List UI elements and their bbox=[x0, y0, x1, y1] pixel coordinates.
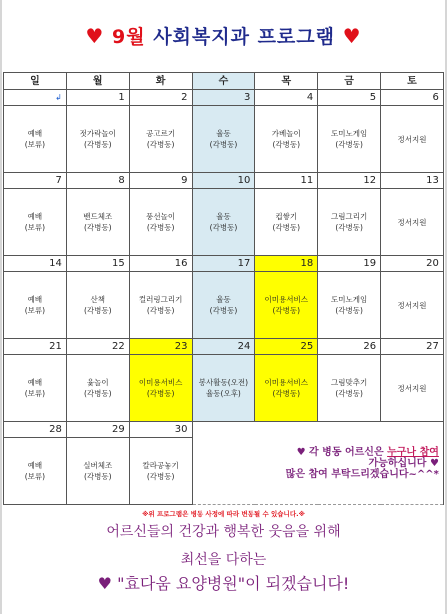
activity-text: 칼라공놓기 bbox=[142, 461, 179, 470]
activity-text: (각병동) bbox=[83, 306, 112, 315]
activity-text: 예배 bbox=[27, 461, 43, 470]
activity-cell bbox=[381, 189, 444, 256]
activity-text: 이미용서비스 bbox=[138, 378, 183, 387]
activity-text: (각병동) bbox=[83, 140, 112, 149]
activity-row bbox=[4, 355, 444, 422]
weekday-wed: 수 bbox=[192, 73, 255, 90]
activity-row bbox=[4, 189, 444, 256]
date-cell: 5 bbox=[318, 90, 381, 106]
date-cell: 20 bbox=[381, 256, 444, 272]
activity-text: (각병동) bbox=[209, 223, 238, 232]
activity-text: (각병동) bbox=[335, 389, 363, 398]
activity-text: (보류) bbox=[24, 389, 46, 398]
activity-text: 컵쌓기 bbox=[275, 212, 298, 221]
activity-cell bbox=[255, 355, 318, 422]
activity-cell bbox=[66, 272, 129, 339]
activity-text: (각병동) bbox=[335, 223, 363, 232]
activity-cell bbox=[129, 272, 192, 339]
activity-cell bbox=[66, 355, 129, 422]
activity-text: 율동 bbox=[216, 212, 231, 221]
activity-cell bbox=[192, 189, 255, 256]
activity-text: 이미용서비스 bbox=[264, 378, 309, 387]
date-cell: 18 bbox=[255, 256, 318, 272]
weekday-sat: 토 bbox=[381, 73, 444, 90]
activity-text: 예배 bbox=[27, 295, 43, 304]
activity-text: 이미용서비스 bbox=[264, 295, 309, 304]
date-cell: 11 bbox=[255, 173, 318, 189]
date-cell: 27 bbox=[381, 339, 444, 355]
activity-text: 도미노게임 bbox=[331, 295, 368, 304]
activity-text: (각병동) bbox=[335, 140, 363, 149]
activity-row bbox=[4, 272, 444, 339]
activity-text: 풍선놀이 bbox=[146, 212, 176, 221]
activity-text: 예배 bbox=[27, 378, 43, 387]
activity-text: 정서지원 bbox=[397, 383, 427, 393]
page-title bbox=[0, 22, 447, 49]
date-cell: 2 bbox=[129, 90, 192, 106]
activity-cell bbox=[66, 106, 129, 173]
date-cell: 1 bbox=[66, 90, 129, 106]
activity-text: 율동(오후) bbox=[206, 389, 241, 398]
date-cell: 9 bbox=[129, 173, 192, 189]
footer-line2: 어르신들의 건강과 행복한 웃음을 위해 bbox=[106, 524, 341, 540]
heart-icon: ♥ bbox=[85, 24, 105, 48]
activity-cell bbox=[318, 189, 381, 256]
title-text: 사회복지과 프로그램 bbox=[153, 26, 335, 48]
activity-text: (각병동) bbox=[146, 223, 175, 232]
notice-line2: 가능하십니다 ♥ bbox=[368, 457, 439, 469]
notice-highlight: 누구나 참여 bbox=[387, 446, 439, 458]
activity-cell bbox=[4, 189, 67, 256]
activity-text: 예배 bbox=[27, 212, 43, 221]
activity-text: (각병동) bbox=[272, 140, 301, 149]
date-cell: 17 bbox=[192, 256, 255, 272]
activity-text: 그림그리기 bbox=[331, 212, 368, 221]
activity-text: (보류) bbox=[24, 140, 46, 149]
activity-text: 정서지원 bbox=[397, 217, 427, 227]
activity-text: (보류) bbox=[24, 306, 46, 315]
activity-text: (각병동) bbox=[146, 306, 175, 315]
activity-cell bbox=[66, 438, 129, 505]
notice-box bbox=[192, 422, 443, 505]
date-cell: 7 bbox=[4, 173, 67, 189]
date-cell: 23 bbox=[129, 339, 192, 355]
date-row bbox=[4, 173, 444, 189]
notice-line1-prefix: ♥ 각 병동 어르신은 bbox=[296, 446, 388, 458]
activity-cell bbox=[192, 106, 255, 173]
date-row bbox=[4, 256, 444, 272]
date-cell: 4 bbox=[255, 90, 318, 106]
date-row bbox=[4, 422, 444, 438]
weekday-tue: 화 bbox=[129, 73, 192, 90]
activity-cell bbox=[129, 106, 192, 173]
activity-text: (각병동) bbox=[335, 306, 363, 315]
activity-cell bbox=[129, 189, 192, 256]
activity-cell bbox=[255, 272, 318, 339]
date-cell: 26 bbox=[318, 339, 381, 355]
activity-cell bbox=[381, 106, 444, 173]
footer-slogan: ♥ "효다움 요양병원"이 되겠습니다! bbox=[97, 574, 350, 593]
activity-text: 예배 bbox=[27, 129, 43, 138]
activity-cell bbox=[192, 272, 255, 339]
date-cell: 6 bbox=[381, 90, 444, 106]
activity-text: 율동 bbox=[216, 295, 231, 304]
activity-cell bbox=[192, 355, 255, 422]
date-cell: 15 bbox=[66, 256, 129, 272]
activity-cell bbox=[318, 106, 381, 173]
notice-line3: 많은 참여 부탁드리겠습니다~^^* bbox=[285, 468, 439, 480]
activity-cell bbox=[381, 272, 444, 339]
activity-cell bbox=[318, 355, 381, 422]
activity-text: (각병동) bbox=[146, 140, 175, 149]
date-cell: 22 bbox=[66, 339, 129, 355]
date-cell: 21 bbox=[4, 339, 67, 355]
activity-text: 봉사활동(오전) bbox=[198, 378, 249, 387]
activity-text: 산책 bbox=[90, 295, 106, 304]
activity-cell bbox=[255, 189, 318, 256]
date-cell: 12 bbox=[318, 173, 381, 189]
activity-cell bbox=[129, 355, 192, 422]
date-cell: 16 bbox=[129, 256, 192, 272]
weekday-sun: 일 bbox=[4, 73, 67, 90]
date-cell bbox=[4, 90, 67, 106]
activity-text: (각병동) bbox=[83, 389, 112, 398]
activity-cell bbox=[318, 272, 381, 339]
activity-cell bbox=[4, 438, 67, 505]
activity-text: 도미노게임 bbox=[331, 129, 368, 138]
calendar-table bbox=[3, 72, 444, 505]
activity-text: (각병동) bbox=[272, 389, 301, 398]
weekday-thu: 목 bbox=[255, 73, 318, 90]
activity-text: (보류) bbox=[24, 223, 46, 232]
activity-text: (각병동) bbox=[146, 472, 175, 481]
activity-text: 실버체조 bbox=[83, 461, 113, 470]
activity-text: (각병동) bbox=[272, 306, 301, 315]
return-mark: ↲ bbox=[55, 93, 62, 102]
date-cell: 3 bbox=[192, 90, 255, 106]
weekday-mon: 월 bbox=[66, 73, 129, 90]
activity-text: 컬러링그리기 bbox=[138, 295, 183, 304]
date-row bbox=[4, 339, 444, 355]
activity-text: (각병동) bbox=[146, 389, 175, 398]
activity-cell bbox=[4, 355, 67, 422]
activity-text: 밴드체조 bbox=[83, 212, 113, 221]
date-cell: 8 bbox=[66, 173, 129, 189]
activity-text: 젓가락놀이 bbox=[79, 129, 116, 138]
activity-cell bbox=[381, 355, 444, 422]
date-cell: 24 bbox=[192, 339, 255, 355]
activity-cell bbox=[129, 438, 192, 505]
activity-text: 가베놀이 bbox=[271, 129, 301, 138]
weekday-header-row bbox=[4, 73, 444, 90]
date-row bbox=[4, 90, 444, 106]
footer-disclaimer: ※위 프로그램은 병동 사정에 따라 변동될 수 있습니다.※ bbox=[142, 510, 305, 518]
date-cell: 10 bbox=[192, 173, 255, 189]
activity-text: 정서지원 bbox=[397, 300, 427, 310]
activity-text: (각병동) bbox=[272, 223, 301, 232]
footer-line3: 최선을 다하는 bbox=[180, 552, 267, 568]
activity-text: (각병동) bbox=[83, 223, 112, 232]
activity-cell bbox=[66, 189, 129, 256]
activity-text: 윷놀이 bbox=[86, 378, 109, 387]
activity-cell bbox=[255, 106, 318, 173]
date-cell: 30 bbox=[129, 422, 192, 438]
title-month: 9월 bbox=[111, 26, 146, 48]
activity-cell bbox=[4, 106, 67, 173]
date-cell: 28 bbox=[4, 422, 67, 438]
activity-text: (각병동) bbox=[209, 306, 238, 315]
activity-text: 공고르기 bbox=[146, 129, 176, 138]
activity-text: 율동 bbox=[216, 129, 231, 138]
activity-text: 정서지원 bbox=[397, 134, 427, 144]
date-cell: 29 bbox=[66, 422, 129, 438]
date-cell: 13 bbox=[381, 173, 444, 189]
date-cell: 19 bbox=[318, 256, 381, 272]
activity-text: (각병동) bbox=[209, 140, 238, 149]
date-cell: 25 bbox=[255, 339, 318, 355]
weekday-fri: 금 bbox=[318, 73, 381, 90]
activity-row bbox=[4, 106, 444, 173]
heart-icon: ♥ bbox=[342, 24, 362, 48]
date-cell: 14 bbox=[4, 256, 67, 272]
activity-text: (보류) bbox=[24, 472, 46, 481]
activity-text: (각병동) bbox=[83, 472, 112, 481]
activity-text: 그림맞추기 bbox=[331, 378, 368, 387]
activity-cell bbox=[4, 272, 67, 339]
